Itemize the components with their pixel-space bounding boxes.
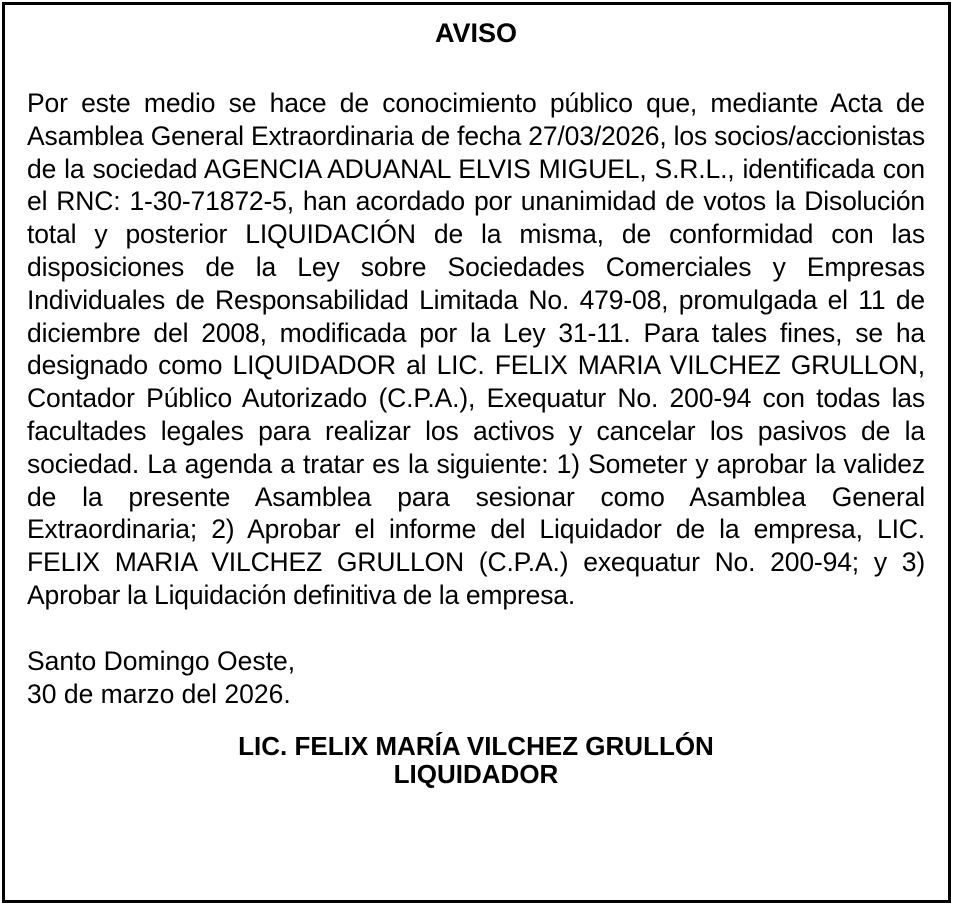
signatory-role: LIQUIDADOR xyxy=(393,759,559,790)
notice-body: Por este medio se hace de conocimiento público que, mediante Acta de Asamblea General Extraordinaria de fecha 27/03/2026, los socios/accionistas de la sociedad AGENCIA ADUANAL ELVIS MIGUEL, S.R.L., identificada con el RNC: 1-30-71872-5, han acordado por unanimidad de votos la Disolución total y posterior LIQUIDACIÓN de la misma, de conformidad con las disposiciones de la Ley sobre Sociedades Comerciales y Empresas Individuales de Responsabilidad Limitada No. 479-08, promulgada el 11 de diciembre del 2008, modificada por la Ley 31-11. Para tales fines, se ha designado como LIQUIDADOR al LIC. FELIX MARIA VILCHEZ GRULLON, Contador Público Autorizado (C.P.A.), Exequatur No. 200-94 con todas las facultades legales para realizar los activos y cancelar los pasivos de la sociedad. La agenda a tratar es la siguiente: 1) Someter y aprobar la validez de la presente Asamblea para sesionar como Asamblea General Extraordinaria; 2) Aprobar el informe del Liquidador de la empresa, LIC. FELIX MARIA VILCHEZ GRULLON (C.P.A.) exequatur No. 200-94; y 3) Aprobar la Liquidación definitiva de la empresa. xyxy=(27,88,925,610)
notice-content xyxy=(27,17,925,788)
notice-frame xyxy=(2,2,951,903)
signatory-name: LIC. FELIX MARÍA VILCHEZ GRULLÓN xyxy=(238,731,714,762)
notice-date: 30 de marzo del 2026. xyxy=(27,678,291,709)
signature-block xyxy=(27,732,925,788)
notice-title: AVISO xyxy=(434,18,517,48)
place-date-block xyxy=(27,645,925,711)
notice-place: Santo Domingo Oeste, xyxy=(27,645,296,676)
